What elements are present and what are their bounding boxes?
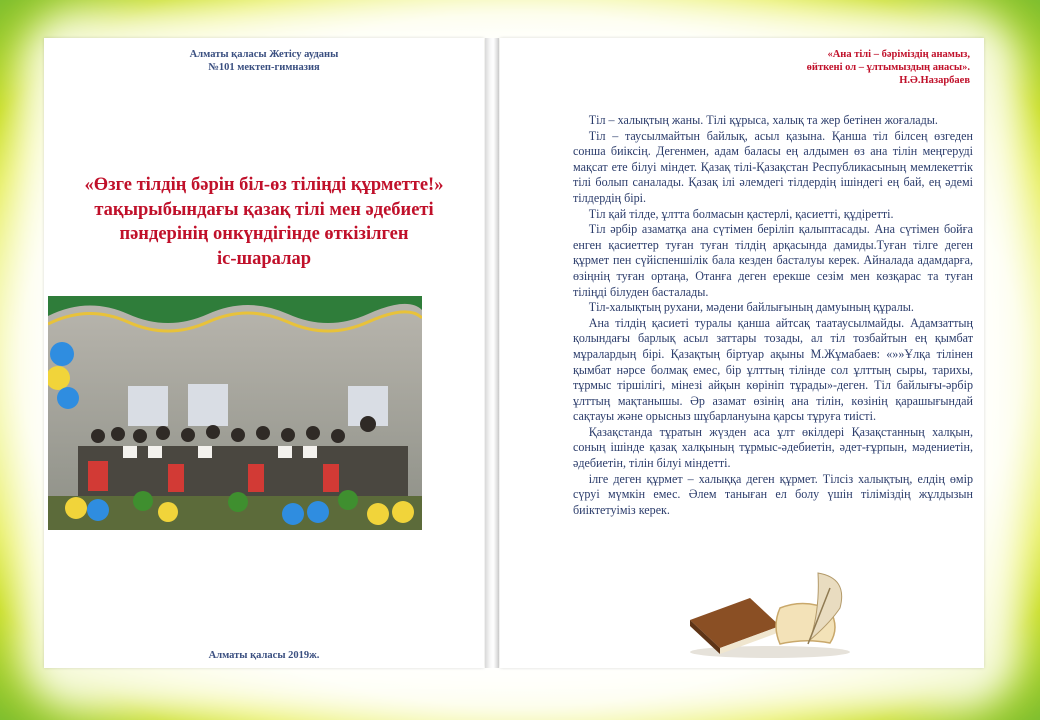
paragraph: Ана тілдің қасиеті туралы қанша айтсақ таатаусылмайды. Адамзаттың қолындағы барлық асыл заттары тозады, ал тіл тозбайтын ең қымбат мұралардың бірі. Қазақтың біртуар ақыны М.Жұмабаев: «»»Ұлқа тілінен қымбат нәрсе болмақ емес, бір ұлттың тілінде сол ұлттың сыры, тарихы, тұрмыс тіршілігі, мінезі айқын көрініп тұрады»-деген. Тіл байлығы-әрбір ұлттың мақтанышы. Әр азамат өзінің ана тілін, көзінің қарашығындай сақтауы және орысныз шұбарлануына қарсы тұруға тиісті. (573, 315, 973, 424)
paragraph: ілге деген құрмет – халыққа деген құрмет. Тілсіз халықтың, елдің өмір сүруі мүмкін емес. Әлем таныған ел болу үшін тіліміздің жұлдызын биіктетуіміз керек. (573, 471, 973, 517)
group-photo (48, 296, 422, 530)
paragraph: Тіл – халықтың жаны. Тілі құрыса, халық та жер бетінен жоғалады. (588, 113, 938, 127)
book-quill-icon (680, 568, 860, 660)
paragraph: Тіл қай тілде, ұлтта болмасын қастерлі, қасиетті, құдіретті. (588, 206, 894, 221)
right-page (500, 38, 984, 668)
school-district-header: Алматы қаласы Жетісу ауданы (189, 49, 339, 60)
epigraph-author: Н.Ә.Назарбаев (899, 75, 970, 86)
essay-body (573, 113, 973, 518)
paragraph: Қазақстанда тұратын жүзден аса ұлт өкілдері Қазақстанның халқын, соның ішінде қазақ халқының тұрмыс-әдебиетін, әдет-ғұрпын, мәдениетін, әдебиетін, тілін білуі міндетті. (573, 424, 973, 471)
paragraph: Тіл-халықтың рухани, мәдени байлығының дамуының құралы. (588, 300, 914, 315)
book-spine (485, 38, 499, 668)
title-line-1: «Өзге тілдің бәрін біл-өз тіліңді құрметте!» (84, 175, 444, 195)
paragraph: Тіл – таусылмайтын байлық, асыл қазына. Қанша тіл білсең өзгеден сонша биіксің. Дегенмен, адам баласы ең алдымен өз ана тілін меңгеруді мақсат ете білуі міндет. Қазақ тілі-Қазақстан Республикасының мемлекеттік тілі болып саналады. Қазақ ілі әлемдегі тілдердің ішіндегі ең бай, ең әдемі тілдердің бірі. (573, 128, 973, 205)
title-line-2: тақырыбындағы қазақ тілі мен әдебиеті (94, 199, 434, 220)
title-line-3: пәндерінің онкүндігінде өткізілген (119, 224, 409, 244)
school-name-header: №101 мектеп-гимназия (208, 62, 320, 73)
left-page (44, 38, 484, 668)
title-line-4: іс-шаралар (217, 248, 311, 269)
epigraph-line-1: «Ана тілі – бәріміздің анамыз, (827, 49, 970, 60)
paragraph: Тіл әрбір азаматқа ана сүтімен беріліп қалыптасады. Ана сүтімен бойға енген қасиеттер туған туған тілдің арқасында дамиды.Туған тілге деген құрмет пен сүйіспеншілік бала кезден басталуы керек. Айналада адамдарға, өзіңнің туған ортаңа, Отанға деген ерекше сезім мен көзқарас та туған тіліңді білуден басталады. (573, 222, 973, 299)
city-year-footer: Алматы қаласы 2019ж. (208, 650, 320, 661)
epigraph-line-2: өйткені ол – ұлтымыздың анасы». (806, 62, 970, 73)
